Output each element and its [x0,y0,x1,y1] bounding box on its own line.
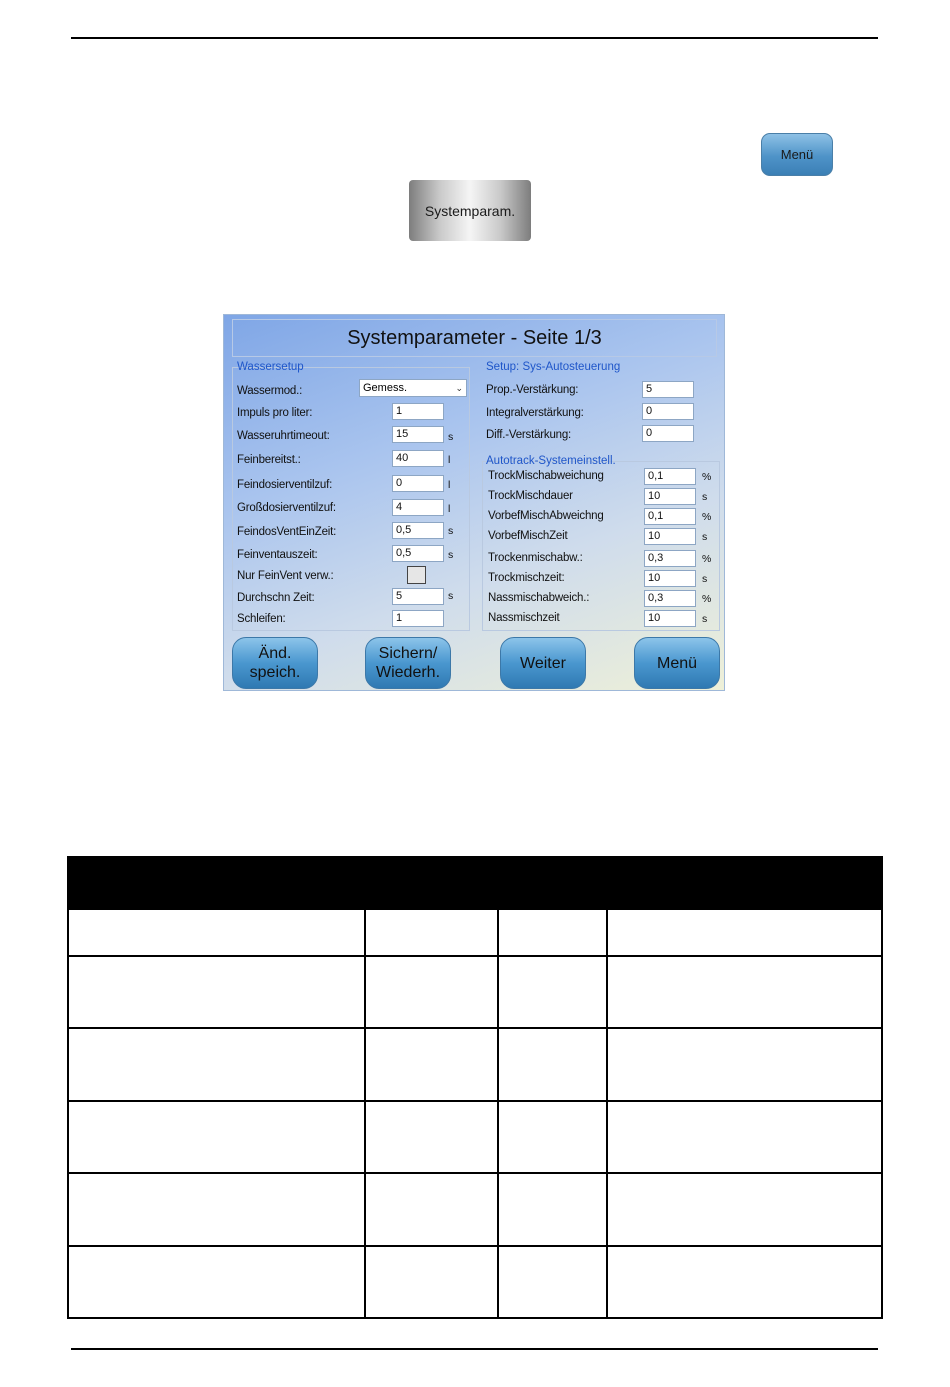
table-header-row [68,857,882,909]
systemparameter-screen [223,314,725,691]
feinbereitst-label: Feinbereitst.: [237,454,301,466]
unit-label: s [448,431,454,443]
unit-label: s [702,531,708,543]
schleifen-label: Schleifen: [237,613,286,625]
unit-label: s [448,590,454,602]
nassmischzeit-label: Nassmischzeit [488,612,560,624]
save-changes-label [250,644,301,682]
menu-button[interactable]: Menü [634,637,720,689]
wassermod-label: Wassermod.: [237,385,303,397]
parameter-table [67,856,883,1319]
menu-button-example[interactable]: Menü [761,133,833,176]
unit-label: l [448,503,451,515]
feinbereitst-input[interactable]: 40 [392,450,444,467]
table-row [68,956,882,1028]
feindosventeinzeit-input[interactable]: 0,5 [392,522,444,539]
wasseruhrtimeout-label: Wasseruhrtimeout: [237,430,330,442]
impuls-label: Impuls pro liter: [237,407,313,419]
feindosierventilzuf-label: Feindosierventilzuf: [237,479,333,491]
unit-label: % [702,593,712,605]
impuls-input[interactable]: 1 [392,403,444,420]
table-cell [607,1028,882,1101]
grossdosierventilzuf-label: Großdosierventilzuf: [237,502,336,514]
feinventauszeit-input[interactable]: 0,5 [392,545,444,562]
save-line1: Änd. [258,645,292,662]
table-cell [68,909,365,956]
nassmischzeit-input[interactable]: 10 [644,610,696,627]
nur-feinvent-label: Nur FeinVent verw.: [237,570,334,582]
prop-verstaerkung-input[interactable]: 5 [642,381,694,398]
trockmischabweichung-input[interactable]: 0,1 [644,468,696,485]
unit-label: s [448,549,454,561]
trockenmischabw-input[interactable]: 0,3 [644,550,696,567]
vorbefmischzeit-input[interactable]: 10 [644,528,696,545]
table-cell [365,1246,498,1318]
backup-line1: Sichern/ [378,645,438,662]
table-header-cell [607,857,882,909]
table-row [68,1173,882,1246]
durchschn-zeit-input[interactable]: 5 [392,588,444,605]
trockmischzeit-label: Trockmischzeit: [488,572,565,584]
table-header-cell [365,857,498,909]
table-header-cell [498,857,607,909]
vorbefmischabweichng-input[interactable]: 0,1 [644,508,696,525]
table-cell [498,1246,607,1318]
table-cell [68,1246,365,1318]
save-changes-button[interactable] [232,637,318,689]
table-cell [607,1246,882,1318]
unit-label: % [702,553,712,565]
header-rule [71,37,878,39]
table-cell [68,1101,365,1173]
unit-label: s [702,613,708,625]
unit-label: l [448,479,451,491]
unit-label: s [448,525,454,537]
backup-restore-button[interactable] [365,637,451,689]
wassermod-value: Gemess. [363,382,408,394]
feinventauszeit-label: Feinventauszeit: [237,549,318,561]
feindosierventilzuf-input[interactable]: 0 [392,475,444,492]
integralverstaerkung-label: Integralverstärkung: [486,407,584,419]
next-button[interactable]: Weiter [500,637,586,689]
table-cell [68,956,365,1028]
backup-restore-label [376,644,440,682]
diff-verstaerkung-input[interactable]: 0 [642,425,694,442]
wasseruhrtimeout-input[interactable]: 15 [392,426,444,443]
table-cell [607,1173,882,1246]
table-cell [498,909,607,956]
unit-label: s [702,491,708,503]
screen-title: Systemparameter - Seite 1/3 [232,319,717,357]
table-header-cell [68,857,365,909]
feindosventeinzeit-label: FeindosVentEinZeit: [237,526,337,538]
schleifen-input[interactable]: 1 [392,610,444,627]
table-cell [498,956,607,1028]
grossdosierventilzuf-input[interactable]: 4 [392,499,444,516]
table-cell [365,1028,498,1101]
table-cell [498,1028,607,1101]
unit-label: l [448,454,451,466]
nur-feinvent-checkbox[interactable] [407,566,426,584]
autotrack-legend: Autotrack-Systemeinstell. [486,455,616,467]
table-cell [607,909,882,956]
table-cell [365,909,498,956]
table-row [68,909,882,956]
table-cell [607,956,882,1028]
durchschn-zeit-label: Durchschn Zeit: [237,592,315,604]
table-cell [68,1173,365,1246]
trockmischdauer-input[interactable]: 10 [644,488,696,505]
unit-label: % [702,471,712,483]
table-row [68,1246,882,1318]
backup-line2: Wiederh. [375,664,441,681]
nassmischabweich-label: Nassmischabweich.: [488,592,590,604]
systemparam-button-example[interactable]: Systemparam. [409,180,531,241]
chevron-down-icon: ⌄ [455,383,463,393]
trockmischzeit-input[interactable]: 10 [644,570,696,587]
save-line2: speich. [249,664,301,681]
trockmischabweichung-label: TrockMischabweichung [488,470,604,482]
nassmischabweich-input[interactable]: 0,3 [644,590,696,607]
table-cell [68,1028,365,1101]
vorbefmischabweichng-label: VorbefMischAbweichng [488,510,604,522]
integralverstaerkung-input[interactable]: 0 [642,403,694,420]
table-cell [498,1101,607,1173]
diff-verstaerkung-label: Diff.-Verstärkung: [486,429,572,441]
table-cell [365,1101,498,1173]
trockenmischabw-label: Trockenmischabw.: [488,552,583,564]
table-cell [607,1101,882,1173]
unit-label: s [702,573,708,585]
table-row [68,1101,882,1173]
wassermod-select[interactable] [359,379,467,397]
table-cell [498,1173,607,1246]
trockmischdauer-label: TrockMischdauer [488,490,573,502]
footer-rule [71,1348,878,1350]
autosteuerung-legend: Setup: Sys-Autosteuerung [486,361,621,373]
table-row [68,1028,882,1101]
vorbefmischzeit-label: VorbefMischZeit [488,530,568,542]
wassersetup-legend: Wassersetup [237,361,304,373]
table-cell [365,1173,498,1246]
prop-verstaerkung-label: Prop.-Verstärkung: [486,384,579,396]
table-cell [365,956,498,1028]
unit-label: % [702,511,712,523]
